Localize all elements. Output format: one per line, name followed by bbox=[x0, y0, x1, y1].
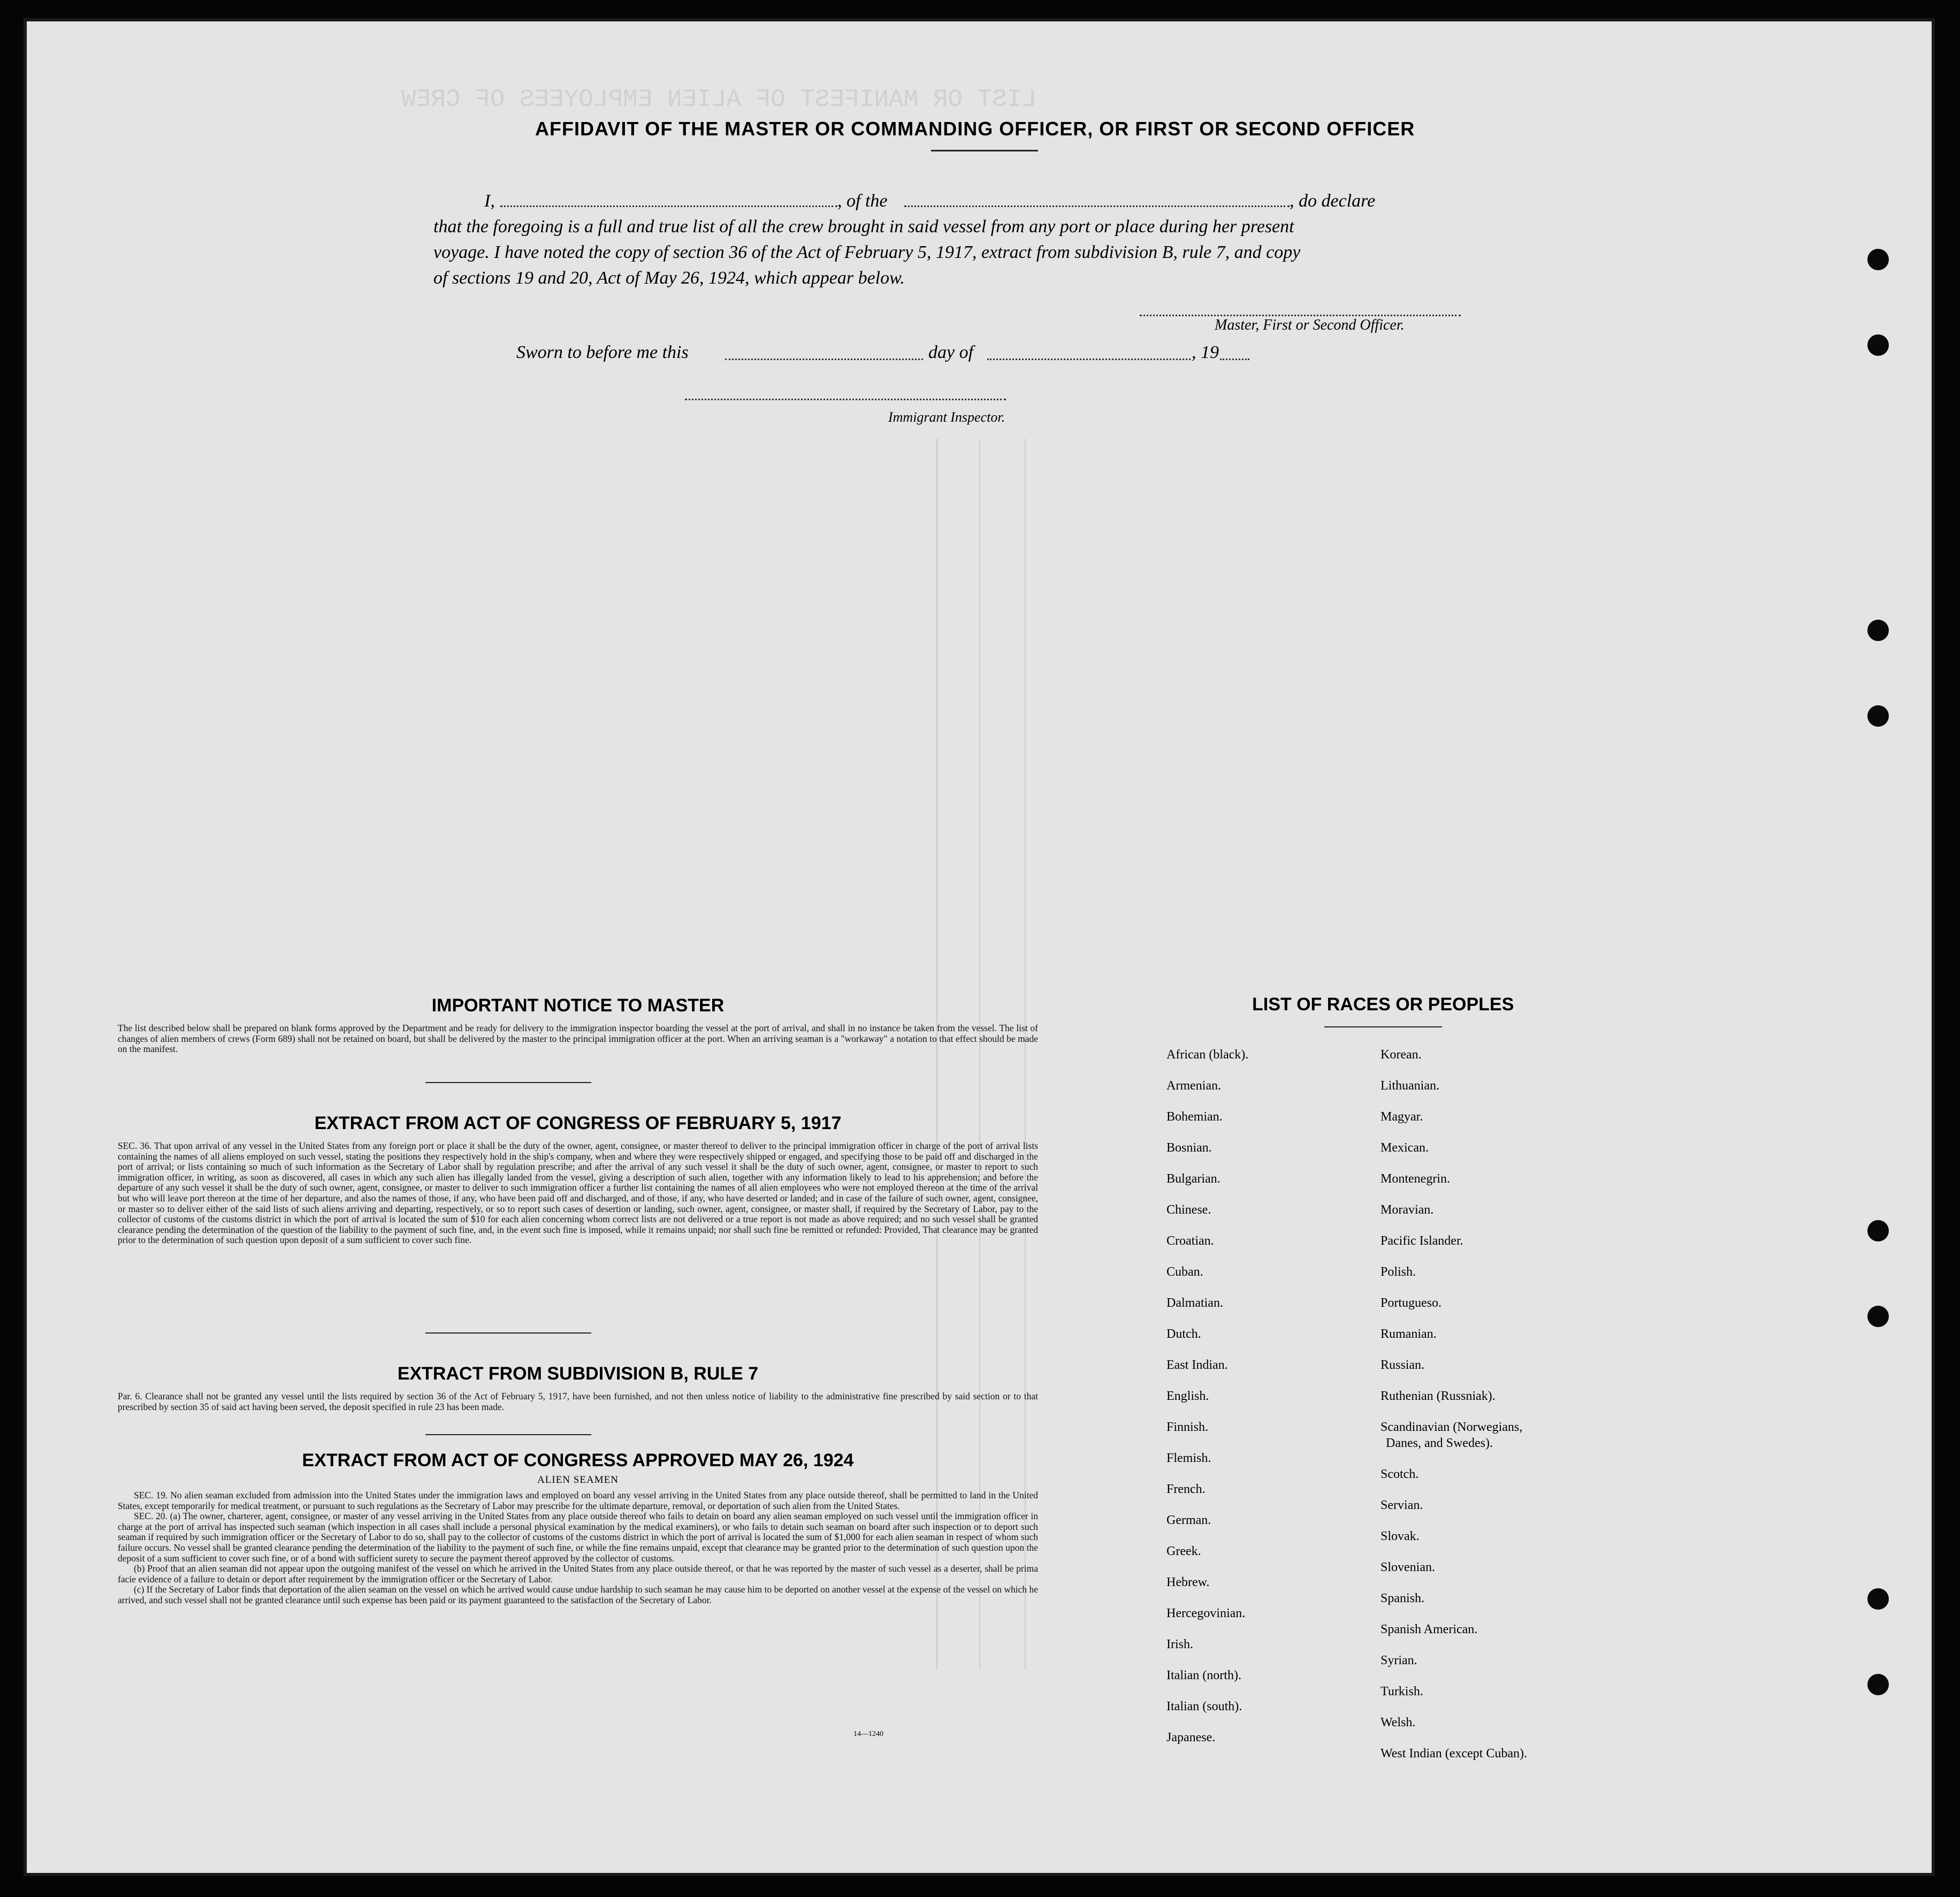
sworn-day-of: day of bbox=[928, 342, 974, 362]
races-title: LIST OF RACES OR PEOPLES bbox=[1252, 994, 1514, 1015]
race-item: African (black). bbox=[1166, 1048, 1249, 1062]
affidavit-of-the: , of the bbox=[837, 191, 888, 211]
race-item: Croatian. bbox=[1166, 1234, 1214, 1248]
race-item: Bosnian. bbox=[1166, 1141, 1212, 1155]
race-item: Spanish American. bbox=[1381, 1622, 1478, 1636]
race-item: Syrian. bbox=[1381, 1654, 1417, 1667]
race-item: Polish. bbox=[1381, 1265, 1416, 1279]
affidavit-body bbox=[433, 188, 1514, 291]
race-item: Hercegovinian. bbox=[1166, 1606, 1246, 1620]
extract-1917-title: EXTRACT FROM ACT OF CONGRESS OF FEBRUARY 5, 1917 bbox=[314, 1113, 842, 1133]
race-item: Korean. bbox=[1381, 1048, 1422, 1062]
sworn-prefix: Sworn to before me this bbox=[516, 342, 689, 362]
inspector-signature-line bbox=[685, 399, 1006, 400]
binder-hole bbox=[1867, 1674, 1889, 1695]
race-item: Portugueso. bbox=[1381, 1296, 1442, 1310]
binder-hole bbox=[1867, 334, 1889, 356]
affidavit-line-3: voyage. I have noted the copy of section 36 of the Act of February 5, 1917, extract from subdivision B, rule 7, and copy bbox=[433, 242, 1301, 262]
race-item: Danes, and Swedes). bbox=[1386, 1436, 1493, 1450]
affidavit-line-2: that the foregoing is a full and true list of all the crew brought in said vessel from any port or place during her present bbox=[433, 217, 1294, 237]
race-item: West Indian (except Cuban). bbox=[1381, 1747, 1527, 1761]
sec-19-text: SEC. 19. No alien seaman excluded from admission into the United States under the immigration laws and employed on board any vessel arriving in the United States from any place outside thereof, shall be permitted to land in the United States, except temporarily for medical treatment, or pursuant to such regulations as the Secretary of Labor may prescribe for the ultimate departure, removal, or deportation of such alien from the United States. bbox=[118, 1490, 1038, 1511]
extract-1924-title: EXTRACT FROM ACT OF CONGRESS APPROVED MAY 26, 1924 bbox=[302, 1450, 854, 1471]
extract-1924-text bbox=[118, 1490, 1038, 1606]
race-item: Armenian. bbox=[1166, 1079, 1221, 1093]
sec-20b-text: (b) Proof that an alien seaman did not appear upon the outgoing manifest of the vessel on which he arrived in the United States from any place outside thereof, or that he was reported by the master of such vessel as a deserter, shall be prima facie evidence of a failure to detain or deport after requirement by the immigration officer or the Secretary of Labor. bbox=[118, 1563, 1038, 1584]
race-item: Rumanian. bbox=[1381, 1327, 1437, 1341]
binder-hole bbox=[1867, 1220, 1889, 1241]
race-item: Lithuanian. bbox=[1381, 1079, 1439, 1093]
binder-hole bbox=[1867, 705, 1889, 727]
vessel-blank bbox=[904, 205, 1290, 207]
affidavit-line-4: of sections 19 and 20, Act of May 26, 1924, which appear below. bbox=[433, 268, 905, 288]
race-item: Slovak. bbox=[1381, 1529, 1420, 1543]
race-item: Bulgarian. bbox=[1166, 1172, 1221, 1186]
race-item: Magyar. bbox=[1381, 1110, 1423, 1124]
race-item: Japanese. bbox=[1166, 1731, 1216, 1744]
race-item: Cuban. bbox=[1166, 1265, 1203, 1279]
race-item: Dalmatian. bbox=[1166, 1296, 1223, 1310]
title-underline bbox=[931, 150, 1038, 151]
race-item: Servian. bbox=[1381, 1498, 1423, 1512]
sec-20c-text: (c) If the Secretary of Labor finds that deportation of the alien seaman on the vessel on which he arrived would cause undue hardship to such seaman he may cause him to be deported on another vessel at the expense of the vessel on which he arrived, and such vessel shall not be granted clearance until such expense has been paid or its payment guaranteed to the satisfaction of the Secretary of Labor. bbox=[118, 1584, 1038, 1605]
race-item: Ruthenian (Russniak). bbox=[1381, 1389, 1496, 1403]
sworn-month-blank bbox=[987, 359, 1191, 360]
race-item: Spanish. bbox=[1381, 1591, 1425, 1605]
race-item: Italian (south). bbox=[1166, 1700, 1242, 1713]
race-item: English. bbox=[1166, 1389, 1209, 1403]
section-divider bbox=[425, 1082, 591, 1083]
binder-hole bbox=[1867, 620, 1889, 641]
race-item: French. bbox=[1166, 1482, 1206, 1496]
race-item: Turkish. bbox=[1381, 1685, 1423, 1698]
binder-hole bbox=[1867, 1306, 1889, 1327]
notice-title: IMPORTANT NOTICE TO MASTER bbox=[431, 995, 724, 1016]
race-item: Italian (north). bbox=[1166, 1669, 1241, 1682]
race-item: Flemish. bbox=[1166, 1451, 1211, 1465]
form-page bbox=[27, 21, 1932, 1873]
race-item: Irish. bbox=[1166, 1637, 1193, 1651]
master-label: Master, First or Second Officer. bbox=[1215, 317, 1405, 333]
race-item: Russian. bbox=[1381, 1358, 1425, 1372]
race-item: Scotch. bbox=[1381, 1467, 1419, 1481]
sworn-year-blank bbox=[1220, 359, 1249, 360]
inspector-label: Immigrant Inspector. bbox=[888, 409, 1005, 425]
form-number: 14—1240 bbox=[853, 1730, 883, 1738]
race-item: Scandinavian (Norwegians, bbox=[1381, 1420, 1523, 1434]
race-item: Welsh. bbox=[1381, 1716, 1416, 1730]
affidavit-i: I, bbox=[484, 191, 495, 211]
affidavit-declare: , do declare bbox=[1290, 191, 1376, 211]
race-item: Greek. bbox=[1166, 1544, 1201, 1558]
section-divider bbox=[425, 1332, 591, 1334]
sworn-date-blank bbox=[725, 359, 923, 360]
race-item: Montenegrin. bbox=[1381, 1172, 1450, 1186]
race-item: Hebrew. bbox=[1166, 1575, 1210, 1589]
race-item: East Indian. bbox=[1166, 1358, 1228, 1372]
master-signature-line bbox=[1140, 315, 1461, 316]
race-item: Finnish. bbox=[1166, 1420, 1209, 1434]
race-item: Dutch. bbox=[1166, 1327, 1201, 1341]
race-item: Mexican. bbox=[1381, 1141, 1429, 1155]
race-item: Chinese. bbox=[1166, 1203, 1211, 1217]
sec-20a-text: SEC. 20. (a) The owner, charterer, agent, consignee, or master of any vessel arriving in the United States from any place outside thereof who fails to detain on board any alien seaman employed on such vessel until the immigration officer in charge at the port of arrival has inspected such seaman (which inspection in all cases shall include a personal physical examination by the medical examiners), or who fails to detain such seaman on board after such inspection or to deport such seaman if required by such immigration officer or the Secretary of Labor to do so, shall pay to the collector of customs of the customs district in which the port of arrival is located the sum of $1,000 for each alien seaman in respect of whom such failure occurs. No vessel shall be granted clearance pending the determination of the liability to the payment of such fine, or while the fine remains unpaid, except that clearance may be granted prior to the determination of such question upon the deposit of a sum sufficient to cover such fine, or of a bond with sufficient surety to secure the payment thereof approved by the collector of customs. bbox=[118, 1511, 1038, 1564]
alien-seamen-subtitle: ALIEN SEAMEN bbox=[537, 1474, 619, 1485]
extract-1917-text: SEC. 36. That upon arrival of any vessel in the United States from any foreign port or place it shall be the duty of the owner, agent, consignee, or master thereof to deliver to the principal immigration officer in charge of the port of arrival lists containing the names of all aliens employed on such vessel, stating the positions they respectively hold in the ship's company, when and where they were respectively shipped or engaged, and specifying those to be paid off and discharged in the port of arrival; or lists containing so much of such information as the Secretary of Labor shall by regulation prescribe; and after the arrival of any such vessel it shall be the duty of such owner, agent, consignee, or master to report to such immigration officer, in writing, as soon as discovered, all cases in which any such alien has illegally landed from the vessel, giving a description of such alien, together with any information likely to lead to his apprehension; and before the departure of any such vessel it shall be the duty of such owner, agent, consignee, or master to deliver to such immigration officer a further list containing the names of all alien employees who were not employed thereon at the time of the arrival but who will leave port thereon at the time of her departure, and also the names of those, if any, who have been paid off and discharged, and of those, if any, who have deserted or landed; and in case of the failure of such owner, agent, consignee, or master so to deliver either of the said lists of such aliens arriving and departing, respectively, or so to report such cases of desertion or landing, such owner, agent, consignee, or master shall, if required by the Secretary of Labor, pay to the collector of customs of the customs district in which the port of arrival is located the sum of $10 for each alien concerning whom correct lists are not delivered or a true report is not made as above required; and no such vessel shall be granted clearance pending the determination of the question of the liability to the payment of such fine, and, in the event such fine is imposed, while it remains unpaid; nor shall such fine be remitted or refunded: Provided, That clearance may be granted prior to the determination of such question upon deposit of a sum sufficient to cover such fine. bbox=[118, 1140, 1038, 1246]
race-item: Moravian. bbox=[1381, 1203, 1434, 1217]
race-item: Bohemian. bbox=[1166, 1110, 1223, 1124]
affidavit-title: AFFIDAVIT OF THE MASTER OR COMMANDING OFFICER, OR FIRST OR SECOND OFFICER bbox=[535, 118, 1415, 140]
sworn-line bbox=[516, 342, 1265, 368]
section-divider bbox=[425, 1434, 591, 1435]
races-underline bbox=[1324, 1026, 1442, 1027]
race-item: German. bbox=[1166, 1513, 1211, 1527]
extract-rule7-text: Par. 6. Clearance shall not be granted any vessel until the lists required by section 36 of the Act of February 5, 1917, have been furnished, and not then unless notice of liability to the administrative fine prescribed by said section or to that prescribed by section 35 of said act having been served, the deposit specified in rule 23 has been made. bbox=[118, 1391, 1038, 1412]
bleed-through-texture: LIST OR MANIFEST OF ALIEN EMPLOYEES OF CREW bbox=[401, 86, 1036, 113]
notice-text: The list described below shall be prepared on blank forms approved by the Department and be ready for delivery to the immigration inspector boarding the vessel at the port of arrival, and shall in no instance be taken from the vessel. The list of changes of alien members of crews (Form 689) shall not be retained on board, but shall be delivered by the master to the principal immigration officer at the port. When an arriving seaman is a "workaway" a notation to that effect should be made on the manifest. bbox=[118, 1023, 1038, 1055]
name-blank bbox=[500, 205, 837, 207]
race-item: Slovenian. bbox=[1381, 1560, 1435, 1574]
sworn-year: , 19 bbox=[1192, 342, 1219, 362]
race-item: Pacific Islander. bbox=[1381, 1234, 1463, 1248]
binder-hole bbox=[1867, 1588, 1889, 1610]
extract-rule7-title: EXTRACT FROM SUBDIVISION B, RULE 7 bbox=[397, 1363, 759, 1384]
binder-hole bbox=[1867, 249, 1889, 270]
